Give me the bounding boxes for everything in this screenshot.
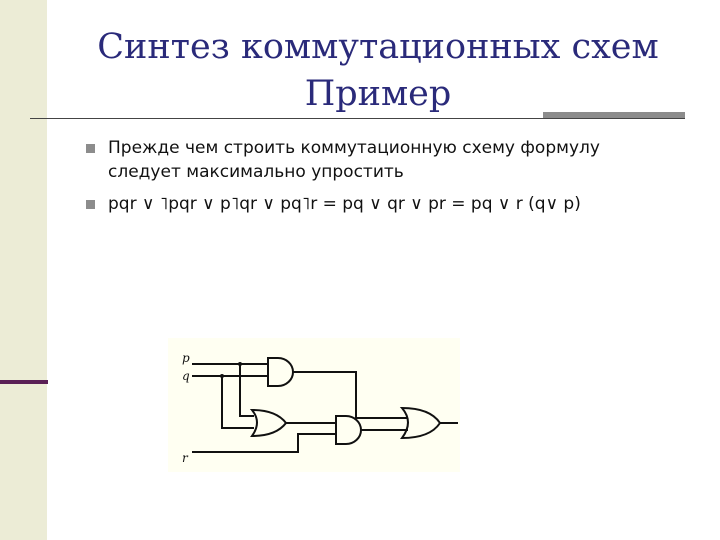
input-label-q: q <box>182 369 190 383</box>
left-decor-bar <box>0 380 48 384</box>
wire-q-to-or <box>222 376 254 428</box>
left-decor-strip <box>0 0 47 540</box>
title-line-2: Пример <box>304 74 452 114</box>
title-underline <box>30 118 685 119</box>
slide-title <box>60 24 696 118</box>
bullet-marker-2 <box>86 200 95 209</box>
title-accent-bar <box>543 112 685 118</box>
input-label-p: p <box>182 351 190 365</box>
junction-p <box>238 362 242 366</box>
wire-p-to-or <box>240 364 254 416</box>
logic-circuit-diagram <box>168 338 460 472</box>
wire-r <box>192 434 336 452</box>
wire-pq-out <box>293 372 408 418</box>
bullet-marker-1 <box>86 144 95 153</box>
and-gate-pq <box>268 358 293 386</box>
and-gate-r <box>336 416 361 444</box>
or-gate-final <box>402 408 440 438</box>
bullet-1-line-2: следует максимально упростить <box>108 162 404 182</box>
or-gate-qp <box>252 410 286 436</box>
title-line-1: Синтез коммутационных схем <box>97 27 659 67</box>
input-label-r: r <box>182 451 188 465</box>
bullet-2-formula: pqr ∨ ˥pqr ∨ p˥qr ∨ pq˥r = pq ∨ qr ∨ pr = pq ∨ r (q∨ p) <box>108 194 581 214</box>
circuit-wires <box>168 338 460 472</box>
bullet-1-line-1: Прежде чем строить коммутационную схему формулу <box>108 138 600 158</box>
junction-q <box>220 374 224 378</box>
